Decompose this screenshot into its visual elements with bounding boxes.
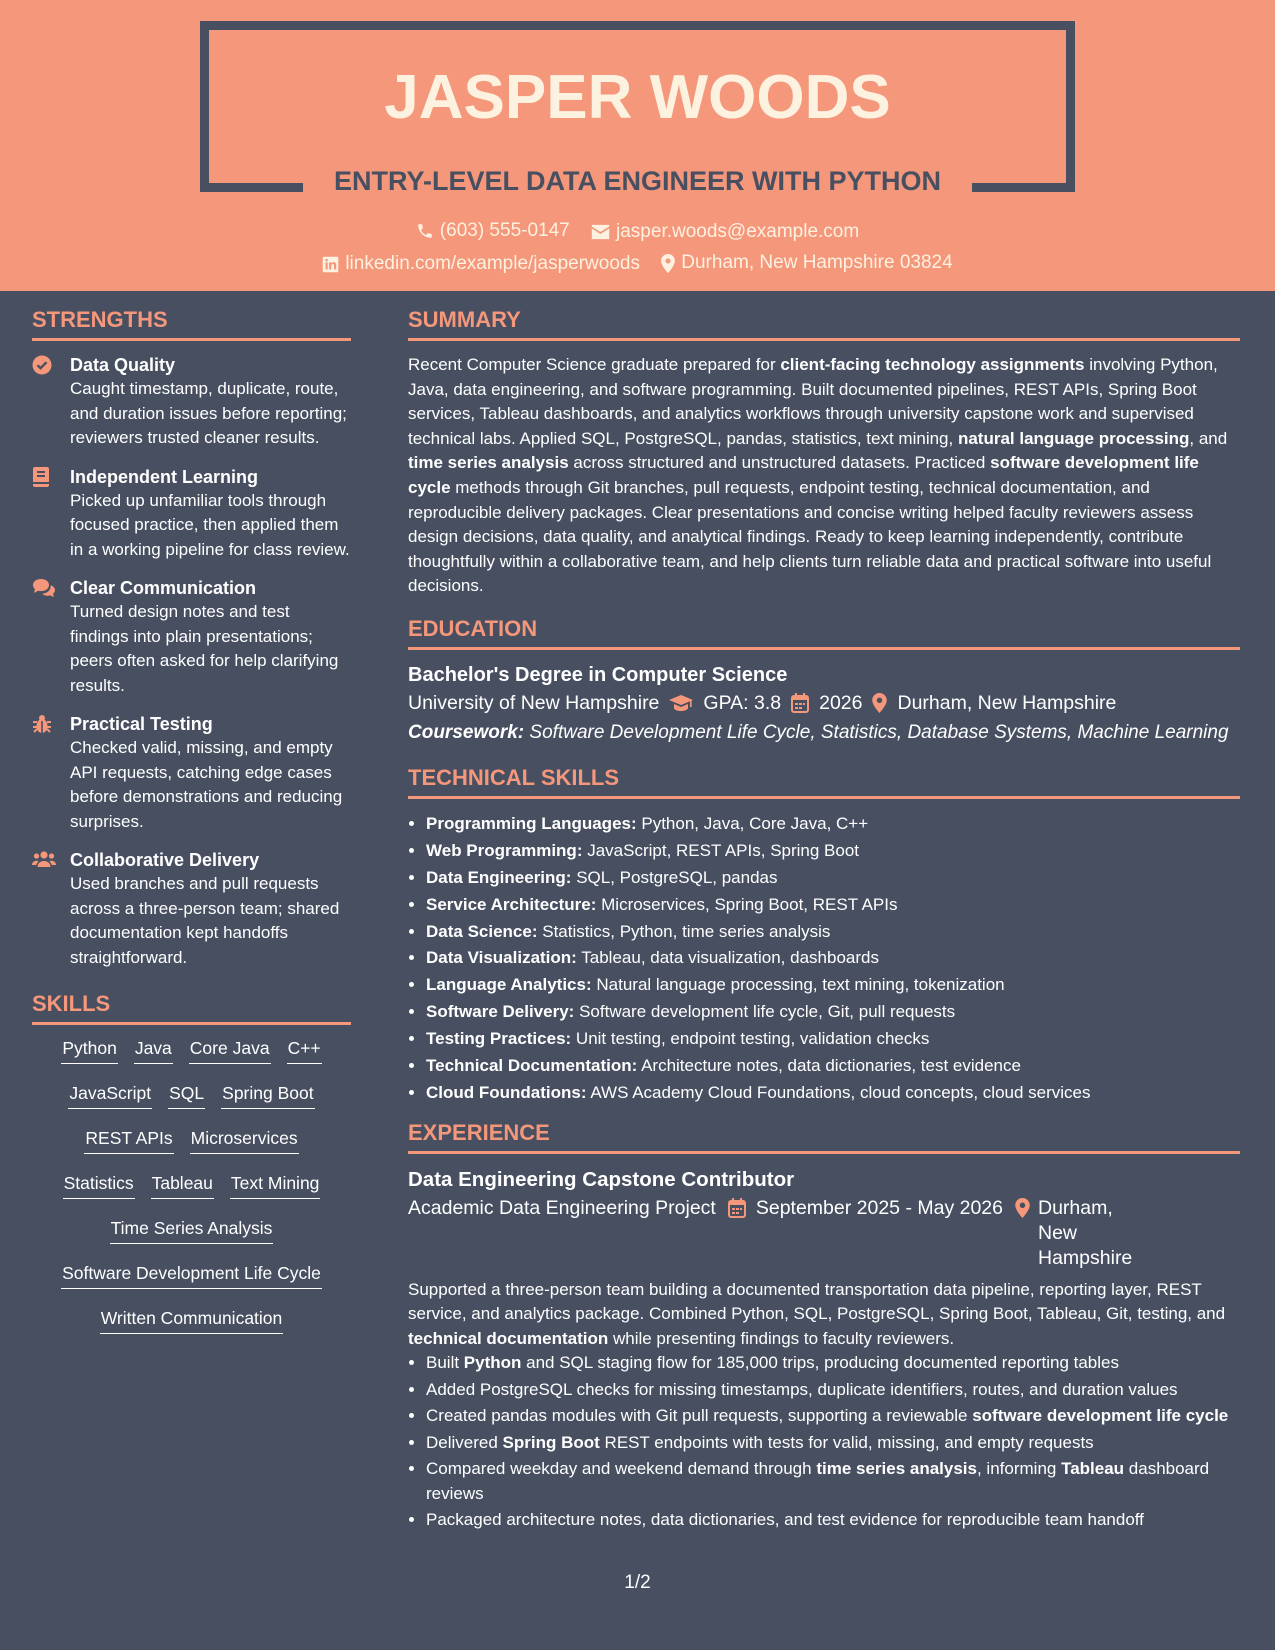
emphasis-text: time series analysis <box>816 1459 977 1479</box>
text-fragment: REST endpoints with tests for valid, missing, and empty requests <box>599 1432 1094 1452</box>
coursework-list: Software Development Life Cycle, Statistics, Database Systems, Machine Learning <box>529 721 1229 743</box>
technical-skill-item <box>426 945 1240 972</box>
degree-title: Bachelor's Degree in Computer Science <box>408 663 788 686</box>
coursework <box>408 720 1240 746</box>
job-role: ENTRY-LEVEL DATA ENGINEER WITH PYTHON <box>333 166 942 196</box>
skill-values: Architecture notes, data dictionaries, test evidence <box>641 1056 1021 1076</box>
strength-desc: Used branches and pull requests across a three-person team; shared documentation kept handoffs straightforward. <box>70 874 340 967</box>
experience-bullet <box>426 1404 1240 1429</box>
skill-category: Cloud Foundations: <box>426 1083 587 1102</box>
experience-bullet <box>426 1457 1240 1506</box>
map-pin-icon <box>661 254 675 273</box>
gpa: GPA: 3.8 <box>703 691 782 714</box>
emphasis-text: Tableau <box>1061 1459 1125 1479</box>
skill-values: Unit testing, endpoint testing, validation checks <box>575 1029 930 1049</box>
job-meta <box>408 1196 1240 1271</box>
skill-values: SQL, PostgreSQL, pandas <box>576 867 778 887</box>
technical-skill-item <box>426 972 1240 999</box>
phone-contact[interactable] <box>416 220 570 242</box>
strength-title: Practical Testing <box>70 714 213 734</box>
skill-category: Service Architecture: <box>426 894 597 914</box>
skill-category: Testing Practices: <box>426 1029 572 1049</box>
right-column <box>408 306 1240 1535</box>
skill-values: Statistics, Python, time series analysis <box>542 921 831 941</box>
contact-line <box>0 220 1275 246</box>
strength-item <box>32 712 351 834</box>
book-icon <box>32 467 50 487</box>
strength-desc: Caught timestamp, duplicate, route, and duration issues before reporting; reviewers trusted cleaner results. <box>70 379 347 447</box>
experience-bullet <box>426 1351 1240 1376</box>
calendar-icon <box>791 693 809 713</box>
check-circle-icon <box>32 355 52 375</box>
skill-chip: Spring Boot <box>221 1082 314 1109</box>
skill-values: Python, Java, Core Java, C++ <box>641 813 869 833</box>
skill-category: Language Analytics: <box>426 975 592 995</box>
graduation-cap-icon <box>669 694 693 712</box>
technical-skills-list <box>408 811 1240 1107</box>
skill-row <box>32 1307 351 1335</box>
text-fragment: while presenting findings to faculty reviewers. <box>608 1328 955 1348</box>
experience-bullet <box>426 1378 1240 1403</box>
skill-values: Tableau, data visualization, dashboards <box>581 948 879 968</box>
page-number: 1/2 <box>624 1572 651 1593</box>
text-fragment: Recent Computer Science graduate prepared for <box>408 355 781 374</box>
strength-item <box>32 576 351 698</box>
strength-title: Data Quality <box>70 355 176 375</box>
experience-heading: EXPERIENCE <box>408 1119 1240 1154</box>
text-fragment: Compared weekday and weekend demand through <box>426 1459 817 1479</box>
envelope-icon <box>591 224 610 240</box>
strength-title: Independent Learning <box>70 466 259 487</box>
text-fragment: involving Python, Java, data engineering, and software programming. Built documented pipelines, REST APIs, Spring Boot services, Tableau dashboards, and analytics workflows through university capstone work and supervised technical labs. Applied SQL, PostgreSQL, pandas, statistics, text mining, <box>408 355 1218 448</box>
technical-skills-heading: TECHNICAL SKILLS <box>408 764 1240 799</box>
skill-values: Natural language processing, text mining, tokenization <box>596 975 1005 995</box>
summary-heading: SUMMARY <box>408 306 1240 341</box>
skill-chip: Written Communication <box>100 1307 284 1334</box>
text-fragment: Supported a three-person team building a documented transportation data pipeline, reporting layer, REST service, and analytics package. Combined Python, SQL, PostgreSQL, Spring Boot, Tableau, Git, testing, and <box>408 1279 1226 1324</box>
skill-values: AWS Academy Cloud Foundations, cloud concepts, cloud services <box>590 1083 1091 1102</box>
text-fragment: dashboard reviews <box>426 1459 1210 1503</box>
skill-chip: REST APIs <box>84 1127 173 1154</box>
skill-chip: Software Development Life Cycle <box>61 1262 322 1289</box>
skill-chip: Core Java <box>189 1037 271 1064</box>
email-contact[interactable] <box>591 221 859 243</box>
text-fragment: Built <box>426 1353 464 1373</box>
calendar-icon <box>728 1198 746 1218</box>
technical-skill-item <box>426 892 1240 919</box>
skill-category: Technical Documentation: <box>426 1056 638 1076</box>
education-heading: EDUCATION <box>408 615 1240 650</box>
text-fragment: , informing <box>976 1459 1062 1479</box>
location-contact <box>661 252 952 274</box>
experience-bullet <box>426 1508 1240 1533</box>
text-fragment: and SQL staging flow for 185,000 trips, producing documented reporting tables <box>521 1353 1119 1373</box>
email-text: jasper.woods@example.com <box>616 221 860 242</box>
skill-row <box>32 1172 351 1200</box>
skill-category: Data Engineering: <box>426 867 572 887</box>
strengths-heading: STRENGTHS <box>32 306 351 341</box>
skill-category: Data Science: <box>426 921 538 941</box>
job-location: Durham, New Hampshire <box>1038 1196 1133 1269</box>
technical-skill-item <box>426 919 1240 946</box>
skill-chip: SQL <box>168 1082 205 1109</box>
emphasis-text: natural language processing <box>957 428 1190 448</box>
text-fragment: Added PostgreSQL checks for missing timestamps, duplicate identifiers, routes, and duration values <box>426 1379 1178 1399</box>
skill-chip: Tableau <box>151 1172 214 1199</box>
text-fragment: Packaged architecture notes, data dictionaries, and test evidence for reproducible team handoff <box>426 1510 1144 1530</box>
skill-chip: Microservices <box>190 1127 299 1154</box>
skill-row <box>32 1082 351 1110</box>
skill-row <box>32 1217 351 1245</box>
emphasis-text: Spring Boot <box>502 1432 600 1452</box>
technical-skill-item <box>426 865 1240 892</box>
contact-line <box>0 252 1275 279</box>
emphasis-text: Python <box>463 1353 522 1373</box>
strength-desc: Picked up unfamiliar tools through focused practice, then applied them in a working pipeline for class review. <box>70 490 350 559</box>
skill-row <box>32 1127 351 1155</box>
linkedin-contact[interactable] <box>322 253 640 275</box>
emphasis-text: technical documentation <box>408 1328 609 1348</box>
text-fragment: Delivered <box>426 1432 503 1452</box>
map-pin-icon <box>1015 1198 1030 1218</box>
summary-text <box>408 353 1240 599</box>
header-banner <box>0 0 1275 291</box>
experience-bullet <box>426 1431 1240 1456</box>
skill-values: Microservices, Spring Boot, REST APIs <box>601 894 898 914</box>
job-description <box>408 1278 1240 1352</box>
frame-border <box>200 21 1075 30</box>
skills-heading: SKILLS <box>32 990 351 1025</box>
job-title: Data Engineering Capstone Contributor <box>408 1167 795 1191</box>
skill-chip: Time Series Analysis <box>110 1217 274 1244</box>
candidate-name: JASPER WOODS <box>384 63 891 132</box>
comments-icon <box>32 578 56 598</box>
emphasis-text: software development life cycle <box>408 453 1199 497</box>
skill-category: Web Programming: <box>426 840 583 860</box>
strength-title: Collaborative Delivery <box>70 850 260 870</box>
strength-item <box>32 848 351 970</box>
text-fragment: methods through Git branches, pull requests, endpoint testing, technical documentation, and reproducible delivery packages. Clear presentations and concise writing helped faculty reviewers assess design decisions, data quality, and analytical findings. Ready to keep learning independently, contribute thoughtfully within a collaborative team, and help clients turn reliable data and practical software into useful decisions. <box>408 477 1212 596</box>
bug-icon <box>32 714 52 734</box>
education-details <box>408 688 1240 718</box>
experience-bullets <box>408 1351 1240 1533</box>
skill-chip: Python <box>61 1037 117 1064</box>
skill-category: Data Visualization: <box>426 948 577 968</box>
skill-row <box>32 1262 351 1290</box>
coursework-label: Coursework: <box>408 721 525 743</box>
emphasis-text: time series analysis <box>408 453 569 473</box>
phone-text: (603) 555-0147 <box>439 220 570 241</box>
skill-chip: C++ <box>287 1037 322 1064</box>
skill-values: JavaScript, REST APIs, Spring Boot <box>587 840 860 860</box>
technical-skill-item <box>426 1053 1240 1080</box>
emphasis-text: client-facing technology assignments <box>780 355 1085 374</box>
skills-chips <box>32 1037 351 1335</box>
strength-item <box>32 353 351 451</box>
school-name: University of New Hampshire <box>408 691 660 714</box>
skill-chip: Text Mining <box>230 1172 321 1199</box>
job-dates: September 2025 - May 2026 <box>755 1196 1003 1219</box>
technical-skill-item <box>426 1080 1240 1107</box>
technical-skill-item <box>426 1026 1240 1053</box>
text-fragment: Created pandas modules with Git pull requests, supporting a reviewable <box>426 1406 973 1426</box>
school-location: Durham, New Hampshire <box>897 691 1117 714</box>
users-icon <box>32 850 56 868</box>
text-fragment: across structured and unstructured datasets. Practiced <box>568 453 991 473</box>
technical-skill-item <box>426 838 1240 865</box>
job-organization: Academic Data Engineering Project <box>408 1196 716 1219</box>
strength-item <box>32 465 351 563</box>
text-fragment: , and <box>1189 428 1228 448</box>
skill-values: Software development life cycle, Git, pull requests <box>579 1002 956 1022</box>
location-text: Durham, New Hampshire 03824 <box>681 252 953 273</box>
strength-title: Clear Communication <box>70 578 257 598</box>
phone-icon <box>416 222 434 240</box>
skill-chip: Statistics <box>63 1172 135 1199</box>
skill-row <box>32 1037 351 1065</box>
skill-category: Software Delivery: <box>426 1002 575 1022</box>
map-pin-icon <box>872 693 887 713</box>
skill-category: Programming Languages: <box>426 813 637 833</box>
graduation-year: 2026 <box>819 691 863 714</box>
linkedin-icon <box>322 256 339 273</box>
technical-skill-item <box>426 811 1240 838</box>
strength-desc: Checked valid, missing, and empty API requests, catching edge cases before demonstrations and reducing surprises. <box>70 738 343 831</box>
skill-chip: Java <box>134 1037 173 1064</box>
skill-chip: JavaScript <box>68 1082 152 1109</box>
left-column <box>32 306 351 1352</box>
emphasis-text: software development life cycle <box>972 1406 1229 1426</box>
technical-skill-item <box>426 999 1240 1026</box>
strength-desc: Turned design notes and test findings into plain presentations; peers often asked for help clarifying results. <box>70 602 339 695</box>
linkedin-text: linkedin.com/example/jasperwoods <box>345 253 640 274</box>
